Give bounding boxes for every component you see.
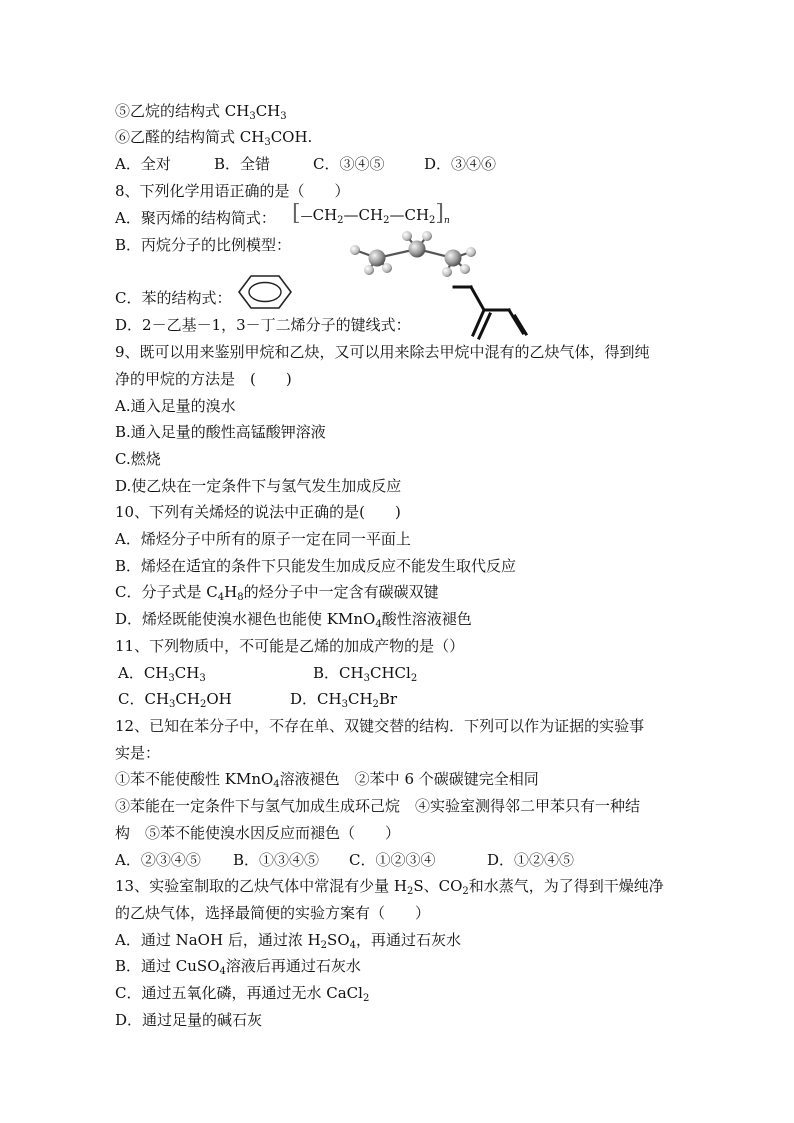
propane-ball-model-icon — [335, 222, 490, 277]
q8-option-a: A．聚丙烯的结构简式： — [115, 209, 276, 227]
text: CH — [347, 690, 373, 708]
q12-stem-1: 12、已知在苯分子中，不存在单、双键交替的结构．下列可以作为证据的实验事 — [115, 717, 645, 735]
text: A．CH — [118, 664, 169, 682]
subscript: 4 — [217, 592, 225, 603]
q9-option-c: C.燃烧 — [115, 450, 161, 468]
text: 13、实验室制取的乙炔气体中常混有少量 H — [115, 877, 407, 895]
option-d: D．③④⑥ — [424, 155, 497, 173]
benzene-ring-icon — [236, 272, 294, 312]
text: CH — [255, 102, 281, 120]
text: S、CO — [413, 877, 463, 895]
text: 溶液后再通过石灰水 — [225, 957, 361, 975]
q10-option-c — [115, 582, 695, 602]
q13-stem-2: 的乙炔气体，选择最简便的实验方案有（ ） — [115, 904, 431, 922]
q8-option-b: B．丙烷分子的比例模型： — [115, 236, 292, 254]
q7-item-5 — [115, 101, 695, 121]
subscript: 3 — [169, 699, 176, 710]
option-c: C．③④⑤ — [313, 155, 385, 173]
subscript: 3 — [249, 111, 256, 122]
q11-option-a — [118, 663, 206, 683]
text: ，再通过石灰水 — [356, 931, 462, 949]
subscript: 4 — [349, 940, 356, 951]
subscript: 2 — [462, 886, 469, 897]
q12-statement-3: 构 ⑤苯不能使溴水因反应而褪色（ ） — [115, 824, 401, 842]
text: B．CH — [313, 664, 364, 682]
subscript: 4 — [375, 619, 382, 630]
text: 溶液褪色 ②苯中 6 个碳碳键完全相同 — [279, 770, 539, 788]
q12-statement-2: ③苯能在一定条件下与氢气加成生成环己烷 ④实验室测得邻二甲苯只有一种结 — [115, 797, 641, 815]
text: ⑥乙醛的结构简式 CH — [115, 128, 265, 146]
text: 酸性溶液褪色 — [381, 610, 472, 628]
q13-stem-1 — [115, 876, 695, 896]
text: 的烃分子中一定含有碳碳双键 — [243, 583, 439, 601]
text: CHCl — [369, 664, 411, 682]
text: OH — [206, 690, 232, 708]
text: ⑤乙烷的结构式 CH — [115, 102, 250, 120]
subscript: 3 — [168, 673, 175, 684]
option-c: C．①②③④ — [349, 851, 436, 869]
q10-option-b: B．烯烃在适宜的条件下只能发生加成反应不能发生取代反应 — [115, 557, 517, 575]
option-b: B．全错 — [214, 155, 271, 173]
q11-stem: 11、下列物质中，不可能是乙烯的加成产物的是（） — [115, 637, 465, 655]
text: D．烯烃既能使溴水褪色也能使 KMnO — [115, 610, 376, 628]
skeletal-formula-icon — [440, 283, 540, 343]
q13-option-b — [115, 956, 695, 976]
q13-option-c — [115, 983, 695, 1003]
q12-stem-2: 实是： — [115, 744, 161, 762]
q10-option-d — [115, 609, 695, 629]
subscript: 2 — [410, 673, 418, 684]
bracket-left-icon: [ — [292, 201, 301, 226]
q8-stem: 8、下列化学用语正确的是（ ） — [115, 182, 350, 200]
subscript: 3 — [199, 673, 206, 684]
q12-statement-1 — [115, 769, 695, 789]
q9-stem-2: 净的甲烷的方法是 ( ) — [115, 370, 292, 388]
text: —CH — [389, 206, 430, 224]
text: A．通过 NaOH 后，通过浓 H — [115, 931, 321, 949]
text: C．通过五氧化磷，再通过无水 CaCl — [115, 984, 363, 1002]
bracket-right-icon: ] — [435, 201, 444, 226]
subscript: 4 — [219, 966, 226, 977]
text: CH — [175, 690, 200, 708]
q9-option-a: A.通入足量的溴水 — [115, 397, 236, 415]
option-d: D．①②④⑤ — [487, 851, 575, 869]
subscript: 2 — [199, 699, 207, 710]
subscript: 2 — [372, 699, 379, 710]
q11-option-c — [118, 689, 232, 709]
subscript: 3 — [280, 111, 287, 122]
text: D．CH — [290, 690, 342, 708]
subscript: 2 — [337, 215, 344, 226]
q9-option-b: B.通入足量的酸性高锰酸钾溶液 — [115, 423, 326, 441]
q11-option-d — [290, 689, 397, 709]
q10-stem: 10、下列有关烯烃的说法中正确的是( ) — [115, 503, 401, 521]
subscript: 4 — [273, 779, 280, 790]
q10-option-a: A．烯烃分子中所有的原子一定在同一平面上 — [115, 530, 411, 548]
text: 和水蒸气，为了得到干燥纯净 — [468, 877, 664, 895]
text: Br — [378, 690, 398, 708]
subscript: 3 — [363, 673, 370, 684]
text: CH — [312, 206, 338, 224]
q8-option-d: D．2－乙基－1，3－丁二烯分子的键线式： — [115, 316, 411, 334]
text: —CH — [343, 206, 384, 224]
subscript-n: n — [444, 216, 450, 226]
subscript: 2 — [362, 993, 370, 1004]
q9-stem-1: 9、既可以用来鉴别甲烷和乙炔，又可以用来除去甲烷中混有的乙炔气体，得到纯 — [115, 343, 650, 361]
text: C．分子式是 C — [115, 583, 218, 601]
subscript: 8 — [237, 592, 244, 603]
subscript: 2 — [383, 215, 390, 226]
text: CH — [174, 664, 200, 682]
q13-option-d: D．通过足量的碱石灰 — [115, 1011, 263, 1029]
subscript: 2 — [320, 940, 328, 951]
text: ①苯不能使酸性 KMnO — [115, 770, 274, 788]
bond-dash: — — [300, 209, 313, 223]
text: C．CH — [118, 690, 170, 708]
q7-item-6 — [115, 127, 695, 147]
subscript: 3 — [264, 137, 271, 148]
option-a: A．全对 — [115, 155, 171, 173]
text: SO — [327, 931, 350, 949]
q11-option-b — [313, 663, 417, 683]
q13-option-a — [115, 930, 695, 950]
subscript: 2 — [406, 886, 414, 897]
q8-option-c: C．苯的结构式： — [115, 289, 232, 307]
option-b: B．①③④⑤ — [233, 851, 320, 869]
subscript: 2 — [429, 215, 436, 226]
subscript: 3 — [341, 699, 348, 710]
text: COH. — [270, 128, 313, 146]
text: H — [224, 583, 238, 601]
q9-option-d: D.使乙炔在一定条件下与氢气发生加成反应 — [115, 477, 402, 495]
option-a: A．②③④⑤ — [115, 851, 201, 869]
text: B．通过 CuSO — [115, 957, 220, 975]
